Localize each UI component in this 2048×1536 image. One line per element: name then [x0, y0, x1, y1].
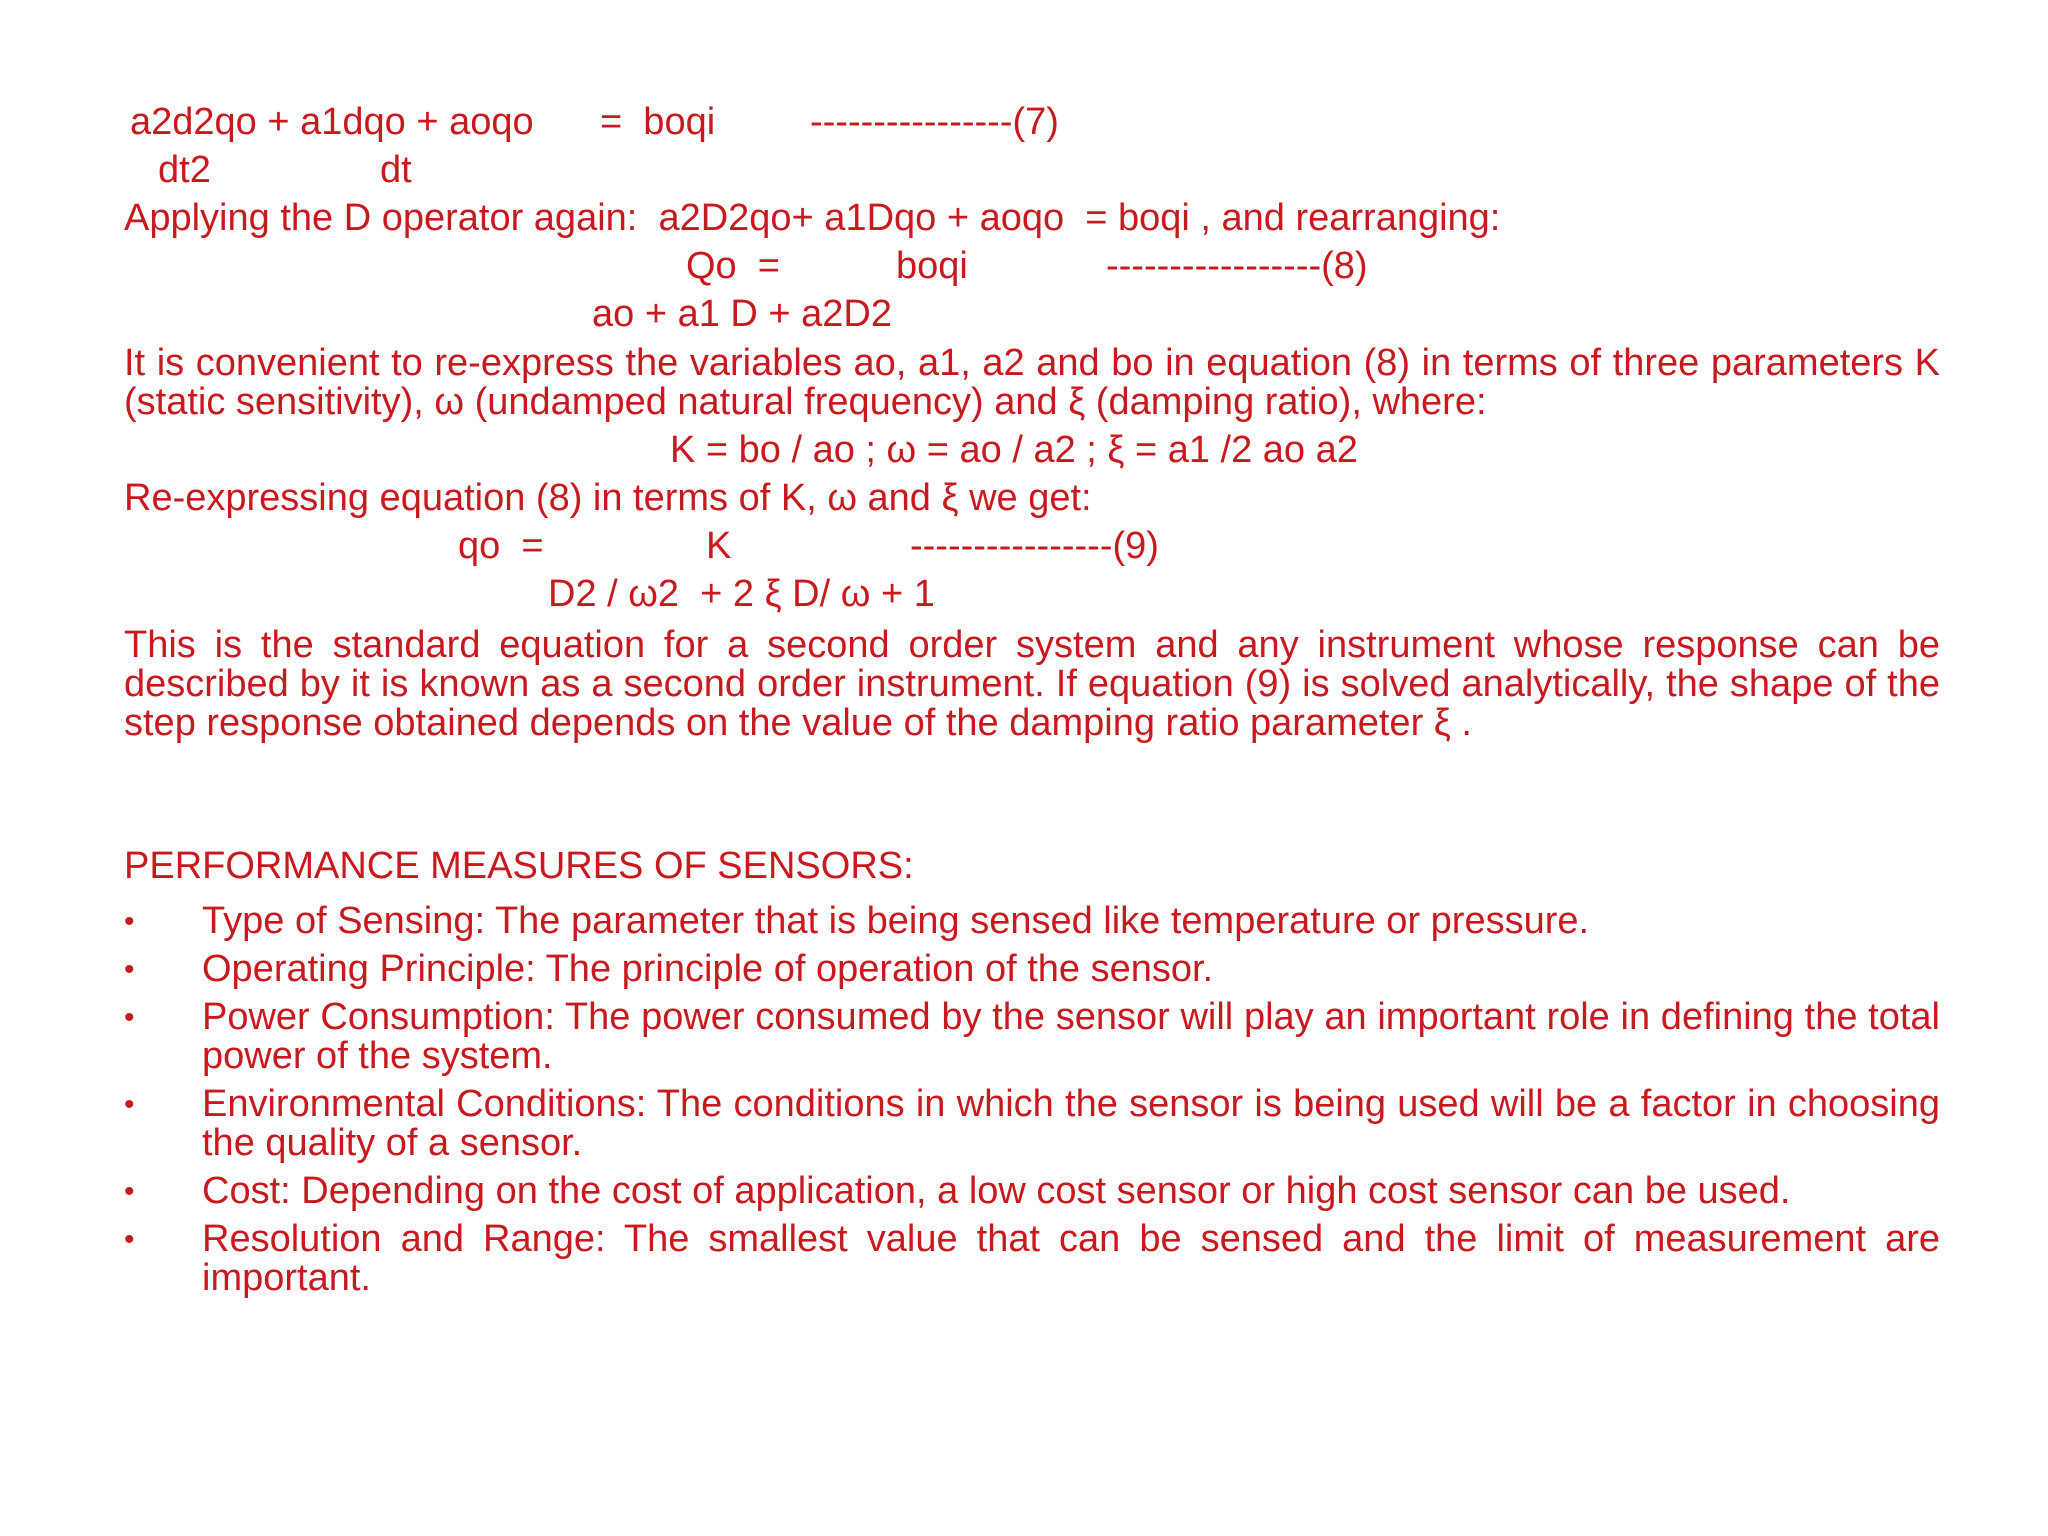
eq8-numerator: boqi — [896, 245, 968, 287]
bullet-icon: • — [124, 905, 135, 938]
list-item-text: Cost: Depending on the cost of application, a low cost sensor or high cost sensor can be used. — [202, 1170, 1791, 1212]
eq7-denominator-dt2: dt2 — [158, 149, 211, 191]
list-item-text: Resolution and Range: The smallest value that can be sensed and the limit of measurement are important. — [202, 1218, 1940, 1299]
reexpress-paragraph: It is convenient to re-express the variables ao, a1, a2 and bo in equation (8) in terms of three parameters K (static sensitivity), ω (undamped natural frequency) and ξ (damping ratio), where: — [124, 342, 1940, 423]
eq8-lhs: Qo = — [686, 245, 780, 287]
section-heading: PERFORMANCE MEASURES OF SENSORS: — [124, 845, 914, 887]
eq7-rhs: = boqi — [600, 101, 716, 143]
bullet-icon: • — [124, 1223, 135, 1256]
list-item — [124, 998, 1940, 1076]
eq9-denominator: D2 / ω2 + 2 ξ D/ ω + 1 — [548, 573, 935, 615]
list-item-text: Environmental Conditions: The conditions in which the sensor is being used will be a factor in choosing the quality of a sensor. — [202, 1083, 1940, 1164]
eq7-reference: ----------------(7) — [810, 101, 1059, 143]
bullet-icon: • — [124, 1001, 135, 1034]
eq9-lhs: qo = — [458, 525, 544, 567]
eq7-numerator: a2d2qo + a1dqo + aoqo — [130, 101, 534, 143]
bullet-icon: • — [124, 1175, 135, 1208]
parameter-definitions: K = bo / ao ; ω = ao / a2 ; ξ = a1 /2 ao a2 — [670, 429, 1358, 471]
bullet-icon: • — [124, 953, 135, 986]
eq9-numerator: K — [706, 525, 732, 567]
list-item — [124, 902, 1940, 941]
performance-measures-list — [124, 902, 1940, 1307]
standard-equation-paragraph: This is the standard equation for a second order system and any instrument whose response can be described by it is known as a second order instrument. If equation (9) is solved analytically, the shape of the step response obtained depends on the value of the damping ratio parameter ξ . — [124, 624, 1940, 744]
apply-d-operator-line: Applying the D operator again: a2D2qo+ a1Dqo + aoqo = boqi , and rearranging: — [124, 197, 1501, 239]
list-item-text: Operating Principle: The principle of operation of the sensor. — [202, 948, 1214, 990]
list-item-text: Type of Sensing: The parameter that is being sensed like temperature or pressure. — [202, 900, 1590, 942]
eq8-reference: -----------------(8) — [1106, 245, 1368, 287]
eq8-denominator: ao + a1 D + a2D2 — [592, 293, 892, 335]
list-item — [124, 950, 1940, 989]
eq9-reference: ----------------(9) — [910, 525, 1159, 567]
list-item — [124, 1220, 1940, 1298]
bullet-icon: • — [124, 1088, 135, 1121]
list-item-text: Power Consumption: The power consumed by the sensor will play an important role in defining the total power of the system. — [202, 996, 1940, 1077]
list-item — [124, 1172, 1940, 1211]
reexpress-equation-line: Re-expressing equation (8) in terms of K, ω and ξ we get: — [124, 477, 1092, 519]
eq7-denominator-dt: dt — [380, 149, 412, 191]
list-item — [124, 1085, 1940, 1163]
